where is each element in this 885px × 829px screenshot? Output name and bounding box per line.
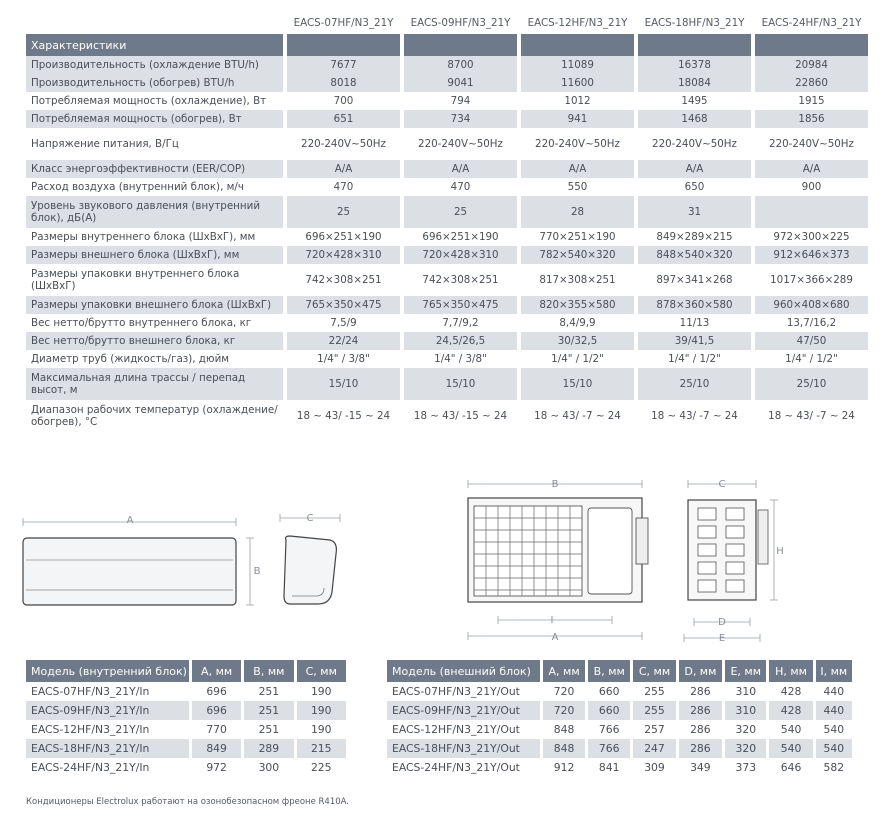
spec-value: 8700 (404, 56, 517, 74)
model-header: EACS-12HF/N3_21Y (521, 12, 634, 34)
spec-label: Размеры внешнего блока (ШхВхГ), мм (26, 246, 283, 264)
dimension-value: 428 (780, 685, 802, 698)
model-name: EACS-07HF/N3_21Y/Out (392, 685, 520, 698)
column-header: D, мм (679, 660, 722, 682)
spec-label: Потребляемая мощность (обогрев), Вт (26, 110, 283, 128)
spec-value: 782×540×320 (521, 246, 634, 264)
spec-value: 1915 (798, 95, 825, 107)
spec-value: 817×308×251 (539, 274, 616, 286)
outdoor-dimensions-table (387, 660, 852, 777)
column-header: C, мм (633, 660, 675, 682)
spec-row (26, 332, 868, 350)
spec-label: Производительность (обогрев) BTU/h (26, 74, 283, 92)
spec-row (26, 74, 868, 92)
dimension-value: 428 (769, 701, 812, 720)
dimension-value: 849 (192, 739, 241, 758)
table-row (26, 701, 346, 720)
spec-value: 1/4" / 3/8" (434, 353, 487, 365)
spec-row (26, 160, 868, 178)
spec-row (26, 350, 868, 368)
spec-label: Потребляемая мощность (охлаждение), Вт (31, 95, 267, 107)
spec-row (26, 110, 868, 128)
model-name: EACS-24HF/N3_21Y/In (31, 761, 150, 774)
model-header-row (26, 12, 868, 34)
dim-e-label: E (718, 633, 726, 644)
column-header: A, мм (192, 660, 241, 682)
spec-value: A/A (404, 160, 517, 178)
column-header: H, мм (769, 660, 812, 682)
spec-value: 18 ~ 43/ -7 ~ 24 (534, 410, 621, 422)
spec-value: 742×308×251 (422, 274, 499, 286)
dimension-value: 247 (633, 739, 675, 758)
spec-value: 18 ~ 43/ -15 ~ 24 (296, 410, 391, 422)
spec-value: 849×289×215 (656, 231, 733, 243)
dimension-value: 286 (679, 739, 722, 758)
spec-value: 8,4/9,9 (559, 317, 596, 329)
dimension-value: 190 (310, 723, 332, 736)
spec-value: 47/50 (755, 332, 868, 350)
spec-value: 900 (801, 181, 822, 193)
dimension-value: 720 (553, 685, 575, 698)
dimension-value: 309 (644, 761, 665, 774)
column-header: Модель (внутренний блок) (26, 660, 189, 682)
spec-value: 794 (450, 95, 471, 107)
model-name: EACS-18HF/N3_21Y/In (26, 739, 189, 758)
spec-value: 39/41,5 (638, 332, 751, 350)
title-fill (521, 34, 634, 56)
spec-row (26, 400, 868, 432)
dimension-value: 257 (644, 723, 665, 736)
spec-value: 820×355×580 (521, 296, 634, 314)
dimension-value: 373 (735, 761, 757, 774)
column-header: I, мм (816, 660, 852, 682)
column-header: E, мм (725, 660, 766, 682)
spec-value: 7,5/9 (330, 317, 357, 329)
title-fill (755, 34, 868, 56)
title-fill (638, 34, 751, 56)
dimension-value: 440 (816, 701, 852, 720)
spec-value: 770×251×190 (539, 231, 616, 243)
spec-value: 220-240V~50Hz (418, 138, 503, 150)
spec-row (26, 246, 868, 264)
table-row (26, 682, 346, 701)
table-row (387, 739, 852, 758)
spec-label: Напряжение питания, В/Гц (31, 138, 179, 150)
spec-label: Вес нетто/брутто внешнего блока, кг (26, 332, 283, 350)
spec-value: A/A (638, 160, 751, 178)
spec-value: 11/13 (679, 317, 710, 329)
dim-h-label: H (776, 546, 784, 557)
spec-value: 734 (404, 110, 517, 128)
table-row (26, 739, 346, 758)
dimension-value: 225 (310, 761, 332, 774)
dim-c2-label: C (718, 479, 726, 490)
dim-a-label: A (126, 515, 134, 526)
indoor-unit-front-diagram (14, 512, 264, 617)
dimension-value: 320 (725, 739, 766, 758)
spec-value: 470 (450, 181, 471, 193)
spec-value: 1495 (681, 95, 708, 107)
spec-value: 1/4" / 1/2" (785, 353, 838, 365)
spec-label: Максимальная длина трассы / перепад высот, м (26, 368, 283, 400)
dimension-value: 190 (297, 701, 347, 720)
spec-row (26, 368, 868, 400)
spec-label: Диаметр труб (жидкость/газ), дюйм (31, 353, 230, 365)
model-header: EACS-18HF/N3_21Y (638, 12, 751, 34)
spec-value: 1856 (755, 110, 868, 128)
dimension-value: 540 (780, 723, 802, 736)
spec-value: 11089 (521, 56, 634, 74)
dimensions-header-row (26, 660, 346, 682)
spec-value: 15/10 (521, 368, 634, 400)
spec-value: 765×350×475 (404, 296, 517, 314)
table-row (387, 701, 852, 720)
spec-value: 720×428×310 (287, 246, 400, 264)
spec-value: 20984 (755, 56, 868, 74)
spec-value: 30/32,5 (521, 332, 634, 350)
dimension-value: 251 (244, 701, 293, 720)
spec-row (26, 56, 868, 74)
dimension-value: 320 (735, 723, 757, 736)
dim-c-label: C (306, 513, 314, 524)
spec-value: 848×540×320 (638, 246, 751, 264)
spec-value: 11600 (521, 74, 634, 92)
spec-value: 720×428×310 (404, 246, 517, 264)
spec-value: 700 (333, 95, 354, 107)
indoor-unit-side-diagram (272, 510, 352, 610)
model-name: EACS-24HF/N3_21Y/Out (392, 761, 520, 774)
spec-value: 696×251×190 (305, 231, 382, 243)
dimension-value: 190 (310, 685, 332, 698)
column-header: B, мм (588, 660, 630, 682)
dimension-value: 848 (543, 739, 585, 758)
spec-value (755, 196, 868, 228)
table-row (387, 682, 852, 701)
table-row (26, 758, 346, 777)
table-row (26, 720, 346, 739)
spec-value: 220-240V~50Hz (769, 138, 854, 150)
dimension-value: 349 (690, 761, 711, 774)
dimension-value: 440 (823, 685, 845, 698)
dimension-value: 720 (543, 701, 585, 720)
dimension-value: 841 (598, 761, 620, 774)
model-name: EACS-07HF/N3_21Y/In (31, 685, 150, 698)
header-spacer (26, 12, 283, 34)
spec-value: 22860 (755, 74, 868, 92)
dimension-value: 300 (258, 761, 280, 774)
dimension-value: 251 (258, 723, 280, 736)
model-name: EACS-12HF/N3_21Y/Out (392, 723, 520, 736)
spec-value: 25/10 (755, 368, 868, 400)
model-name: EACS-09HF/N3_21Y/Out (387, 701, 540, 720)
column-header: Модель (внешний блок) (387, 660, 540, 682)
column-header: B, мм (244, 660, 293, 682)
dim-i-label: I (550, 615, 554, 626)
column-header: C, мм (297, 660, 347, 682)
dimension-value: 972 (206, 761, 227, 774)
dimension-value: 848 (553, 723, 575, 736)
spec-value: 1017×366×289 (770, 274, 853, 286)
dimension-value: 215 (297, 739, 347, 758)
spec-value: 9041 (404, 74, 517, 92)
spec-row (26, 296, 868, 314)
spec-value: 912×646×373 (755, 246, 868, 264)
spec-label: Класс энергоэффективности (EER/COP) (26, 160, 283, 178)
spec-value: 13,7/16,2 (786, 317, 837, 329)
dimension-value: 660 (588, 701, 630, 720)
dimension-value: 289 (244, 739, 293, 758)
dim-b2-label: B (551, 479, 559, 490)
spec-value: 8018 (287, 74, 400, 92)
model-header: EACS-07HF/N3_21Y (287, 12, 400, 34)
spec-label: Производительность (охлаждение BTU/h) (26, 56, 283, 74)
spec-label: Уровень звукового давления (внутренний блок), дБ(А) (26, 196, 283, 228)
spec-label: Размеры упаковки внешнего блока (ШхВхГ) (26, 296, 283, 314)
spec-value: 15/10 (404, 368, 517, 400)
table-row (387, 758, 852, 777)
spec-value: 220-240V~50Hz (535, 138, 620, 150)
spec-value: 18 ~ 43/ -7 ~ 24 (768, 410, 855, 422)
dimension-value: 286 (679, 701, 722, 720)
dimension-value: 251 (258, 685, 280, 698)
dimension-value: 770 (206, 723, 227, 736)
dimension-value: 286 (690, 685, 711, 698)
dimension-value: 660 (598, 685, 620, 698)
spec-row (26, 128, 868, 160)
spec-value: 1012 (564, 95, 591, 107)
spec-value: 470 (333, 181, 354, 193)
spec-value: 960×408×680 (755, 296, 868, 314)
dimension-value: 766 (598, 723, 620, 736)
indoor-dimensions-table (26, 660, 346, 777)
spec-row (26, 178, 868, 196)
spec-value: 31 (638, 196, 751, 228)
spec-value: 696×251×190 (422, 231, 499, 243)
specifications-table (26, 12, 868, 432)
spec-value: 25 (287, 196, 400, 228)
spec-value: A/A (755, 160, 868, 178)
spec-value: 15/10 (287, 368, 400, 400)
model-header: EACS-24HF/N3_21Y (755, 12, 868, 34)
spec-value: 1/4" / 1/2" (668, 353, 721, 365)
spec-row (26, 314, 868, 332)
model-header: EACS-09HF/N3_21Y (404, 12, 517, 34)
spec-value: 1468 (638, 110, 751, 128)
dim-b-label: B (253, 566, 261, 577)
spec-value: 18 ~ 43/ -15 ~ 24 (413, 410, 508, 422)
spec-value: 25/10 (638, 368, 751, 400)
dimension-value: 646 (780, 761, 802, 774)
spec-title: Характеристики (26, 34, 283, 56)
column-header: A, мм (543, 660, 585, 682)
spec-value: 765×350×475 (287, 296, 400, 314)
spec-value: 550 (567, 181, 588, 193)
spec-title-row (26, 34, 868, 56)
dimension-value: 766 (588, 739, 630, 758)
spec-value: 25 (404, 196, 517, 228)
spec-value: 878×360×580 (638, 296, 751, 314)
title-fill (287, 34, 400, 56)
spec-value: 897×341×268 (656, 274, 733, 286)
dim-d-label: D (718, 617, 726, 628)
dimension-value: 540 (816, 739, 852, 758)
outdoor-unit-front-diagram (460, 474, 660, 644)
outdoor-unit-side-diagram (676, 474, 786, 646)
spec-value: 18084 (638, 74, 751, 92)
dimensions-header-row (387, 660, 852, 682)
spec-value: 16378 (638, 56, 751, 74)
dimension-value: 582 (823, 761, 845, 774)
dimension-value: 255 (644, 685, 665, 698)
spec-value: A/A (521, 160, 634, 178)
spec-value: 1/4" / 3/8" (317, 353, 370, 365)
dimension-value: 286 (690, 723, 711, 736)
title-fill (404, 34, 517, 56)
dimension-value: 696 (206, 685, 227, 698)
spec-row (26, 92, 868, 110)
table-row (387, 720, 852, 739)
spec-value: 650 (684, 181, 705, 193)
spec-value: 22/24 (287, 332, 400, 350)
spec-value: 651 (287, 110, 400, 128)
spec-label: Размеры упаковки внутреннего блока (ШхВхГ) (31, 268, 240, 292)
model-name: EACS-12HF/N3_21Y/In (31, 723, 150, 736)
dimension-value: 540 (769, 739, 812, 758)
dimension-value: 310 (735, 685, 757, 698)
spec-value: 220-240V~50Hz (652, 138, 737, 150)
footnote: Кондиционеры Electrolux работают на озонобезопасном фреоне R410A. (26, 797, 349, 807)
spec-value: 28 (521, 196, 634, 228)
spec-label: Вес нетто/брутто внутреннего блока, кг (31, 317, 252, 329)
spec-label: Диапазон рабочих температур (охлаждение/обогрев), °С (31, 404, 278, 428)
spec-value: A/A (287, 160, 400, 178)
spec-row (26, 228, 868, 246)
dimension-value: 310 (725, 701, 766, 720)
dimension-value: 912 (553, 761, 575, 774)
model-name: EACS-18HF/N3_21Y/Out (387, 739, 540, 758)
dimension-value: 696 (192, 701, 241, 720)
spec-value: 220-240V~50Hz (301, 138, 386, 150)
dimension-value: 540 (823, 723, 845, 736)
spec-value: 24,5/26,5 (404, 332, 517, 350)
spec-value: 18 ~ 43/ -7 ~ 24 (651, 410, 738, 422)
dimension-value: 255 (633, 701, 675, 720)
spec-row (26, 196, 868, 228)
spec-label: Расход воздуха (внутренний блок), м/ч (31, 181, 244, 193)
spec-value: 7,7/9,2 (442, 317, 479, 329)
spec-row (26, 264, 868, 296)
spec-value: 941 (521, 110, 634, 128)
spec-value: 7677 (287, 56, 400, 74)
spec-value: 972×300×225 (773, 231, 850, 243)
spec-label: Размеры внутреннего блока (ШхВхГ), мм (31, 231, 256, 243)
model-name: EACS-09HF/N3_21Y/In (26, 701, 189, 720)
spec-value: 742×308×251 (305, 274, 382, 286)
spec-value: 1/4" / 1/2" (551, 353, 604, 365)
dim-a2-label: A (551, 632, 559, 643)
